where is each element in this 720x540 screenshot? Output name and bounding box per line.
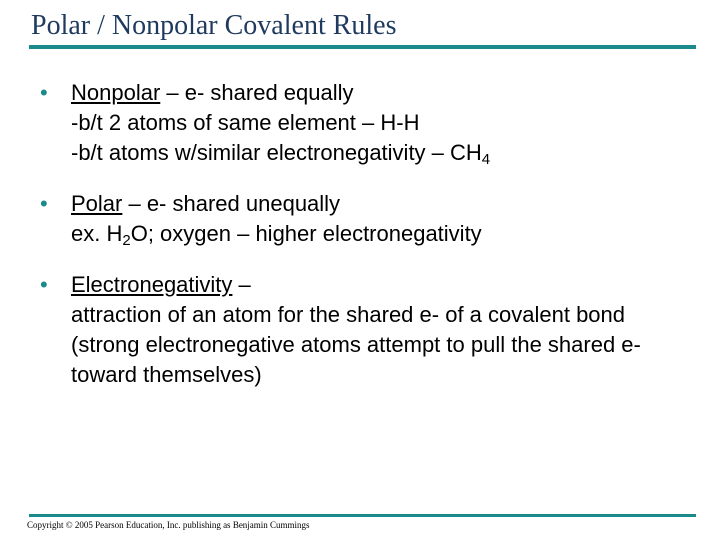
bullet-heading-line bbox=[71, 78, 686, 108]
bullet-marker: • bbox=[40, 191, 48, 216]
bullet-heading-line bbox=[71, 189, 686, 219]
bullet-marker: • bbox=[40, 272, 48, 297]
footer-divider bbox=[29, 514, 696, 517]
formula-subscript: 4 bbox=[481, 151, 491, 168]
detail-line-formula bbox=[71, 219, 686, 249]
bullet-electronegativity bbox=[40, 270, 686, 390]
detail-line: -b/t 2 atoms of same element – H-H bbox=[71, 110, 420, 135]
term-nonpolar: Nonpolar bbox=[71, 80, 161, 105]
term-electronegativity: Electronegativity bbox=[71, 272, 233, 297]
bullet-marker: • bbox=[40, 80, 48, 105]
copyright-footer: Copyright © 2005 Pearson Education, Inc. publishing as Benjamin Cummings bbox=[27, 520, 310, 530]
term-polar: Polar bbox=[71, 191, 123, 216]
formula-text: ex. H bbox=[71, 221, 123, 246]
definition-polar: – e- shared unequally bbox=[122, 191, 341, 216]
bullet-polar bbox=[40, 189, 686, 249]
definition-nonpolar: – e- shared equally bbox=[160, 80, 354, 105]
detail-line-formula bbox=[71, 138, 686, 168]
bullet-nonpolar bbox=[40, 78, 686, 168]
formula-text: -b/t atoms w/similar electronegativity – CH bbox=[71, 140, 482, 165]
bullet-list bbox=[40, 78, 686, 390]
definition-body: attraction of an atom for the shared e- of a covalent bond (strong electronegative atoms attempt to pull the shared e- toward themselves) bbox=[71, 302, 641, 387]
slide-title: Polar / Nonpolar Covalent Rules bbox=[31, 10, 397, 41]
formula-text-after: O; oxygen – higher electronegativity bbox=[130, 221, 482, 246]
formula-subscript: 2 bbox=[122, 232, 131, 249]
title-divider bbox=[29, 45, 696, 49]
definition-electronegativity: – bbox=[232, 272, 251, 297]
bullet-heading-line bbox=[71, 270, 686, 300]
